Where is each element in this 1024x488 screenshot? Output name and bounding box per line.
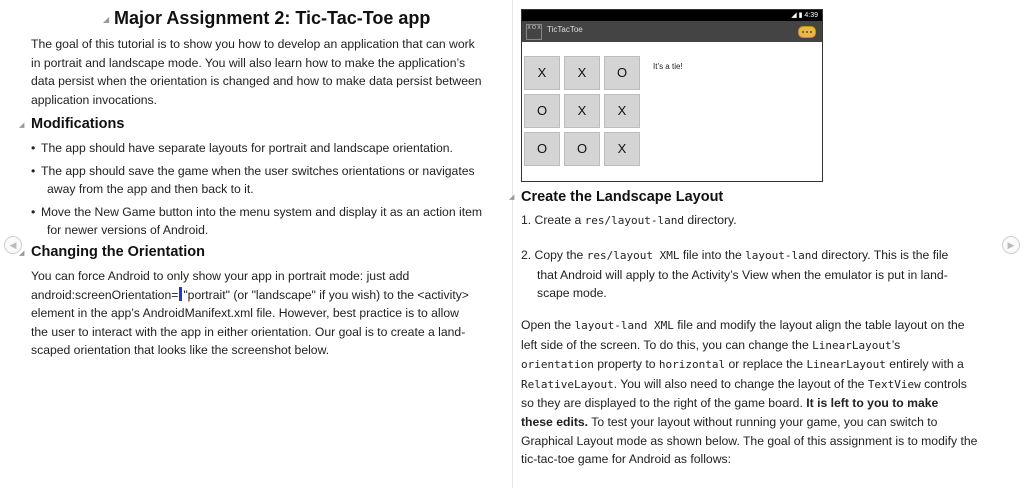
intro-line: The goal of this tutorial is to show you how to develop an application that can work [31, 37, 475, 51]
intro-line: data persist when the orientation is changed and how to make data persist between [31, 74, 482, 89]
list-item: • Move the New Game button into the menu system and display it as an action item for newer versions of Android. [31, 205, 483, 237]
intro-line: application invocations. [31, 92, 158, 107]
board-cell[interactable]: O [524, 132, 560, 166]
board-cell[interactable]: O [604, 56, 640, 90]
intro-paragraph [31, 35, 509, 109]
collapse-triangle-icon[interactable]: ◢ [103, 15, 110, 24]
collapse-triangle-icon[interactable]: ◢ [509, 194, 515, 201]
status-time: 4:39 [804, 12, 818, 19]
page-title: Major Assignment 2: Tic-Tac-Toe app [114, 8, 431, 28]
board-cell[interactable]: X [564, 94, 600, 128]
landscape-heading: Create the Landscape Layout [521, 189, 724, 205]
previous-page-icon[interactable]: ◀ [4, 236, 22, 254]
app-title-bar [522, 21, 822, 42]
board-cell[interactable]: O [564, 132, 600, 166]
page-divider [512, 0, 513, 488]
board-cell[interactable]: O [524, 94, 560, 128]
emulator-screenshot [521, 9, 823, 182]
board-cell[interactable]: X [524, 56, 560, 90]
board-cell[interactable]: X [564, 56, 600, 90]
orientation-paragraph: You can force Android to only show your app in portrait mode: just add android:screenOrientation= "portrait" (or "landscape" if you wish) to the <activity> element in the app’s AndroidManifext.xml file. However, best practice is to allow the user to interact with the app in either orientation. Our goal is to create a land- scaped orientation that looks like the screenshot below. [31, 269, 469, 358]
modifications-list [31, 140, 509, 239]
step-1: 1. Create a res/layout-land directory. [521, 213, 737, 227]
modifications-heading: Modifications [31, 116, 125, 132]
layout-instructions-paragraph: Open the layout-land XML file and modify the layout align the table layout on the left side of the screen. To do this, you can change the LinearLayout’s orientation property to horizontal or replace the LinearLayout entirely with a RelativeLayout. You will also need to change the layout of the TextView controls so they are displayed to the right of the game board. It is left to you to make these edits. To test your layout without running your game, you can switch to Graphical Layout mode as shown below. The goal of this assignment is to modify the tic-tac-toe game for Android as follows: [521, 318, 978, 467]
list-item: • The app should have separate layouts for portrait and landscape orientation. [31, 141, 453, 155]
battery-icon: ▮ [798, 12, 803, 19]
board-cell[interactable]: X [604, 94, 640, 128]
board-cell[interactable]: X [604, 132, 640, 166]
status-bar [522, 10, 822, 21]
collapse-triangle-icon[interactable]: ◢ [19, 122, 25, 129]
text-cursor [179, 287, 182, 301]
orientation-heading: Changing the Orientation [31, 244, 205, 260]
signal-icon: ◢ [791, 12, 797, 19]
step-2: 2. Copy the res/layout XML file into the layout-land directory. This is the file that Android will apply to the Activity’s View when the emulator is put in land- scape mode. [521, 248, 949, 301]
overflow-menu-icon[interactable] [798, 26, 816, 38]
app-title: TicTacToe [547, 25, 583, 34]
intro-line: in portrait and landscape mode. You will also learn how to make the application’s [31, 55, 466, 70]
list-item: • The app should save the game when the user switches orientations or navigates away from the app and then back to it. [31, 164, 475, 196]
next-page-icon[interactable]: ▶ [1002, 236, 1020, 254]
app-icon: X O X [526, 24, 542, 40]
collapse-triangle-icon[interactable]: ◢ [19, 250, 25, 257]
game-status-text: It’s a tie! [653, 62, 683, 71]
